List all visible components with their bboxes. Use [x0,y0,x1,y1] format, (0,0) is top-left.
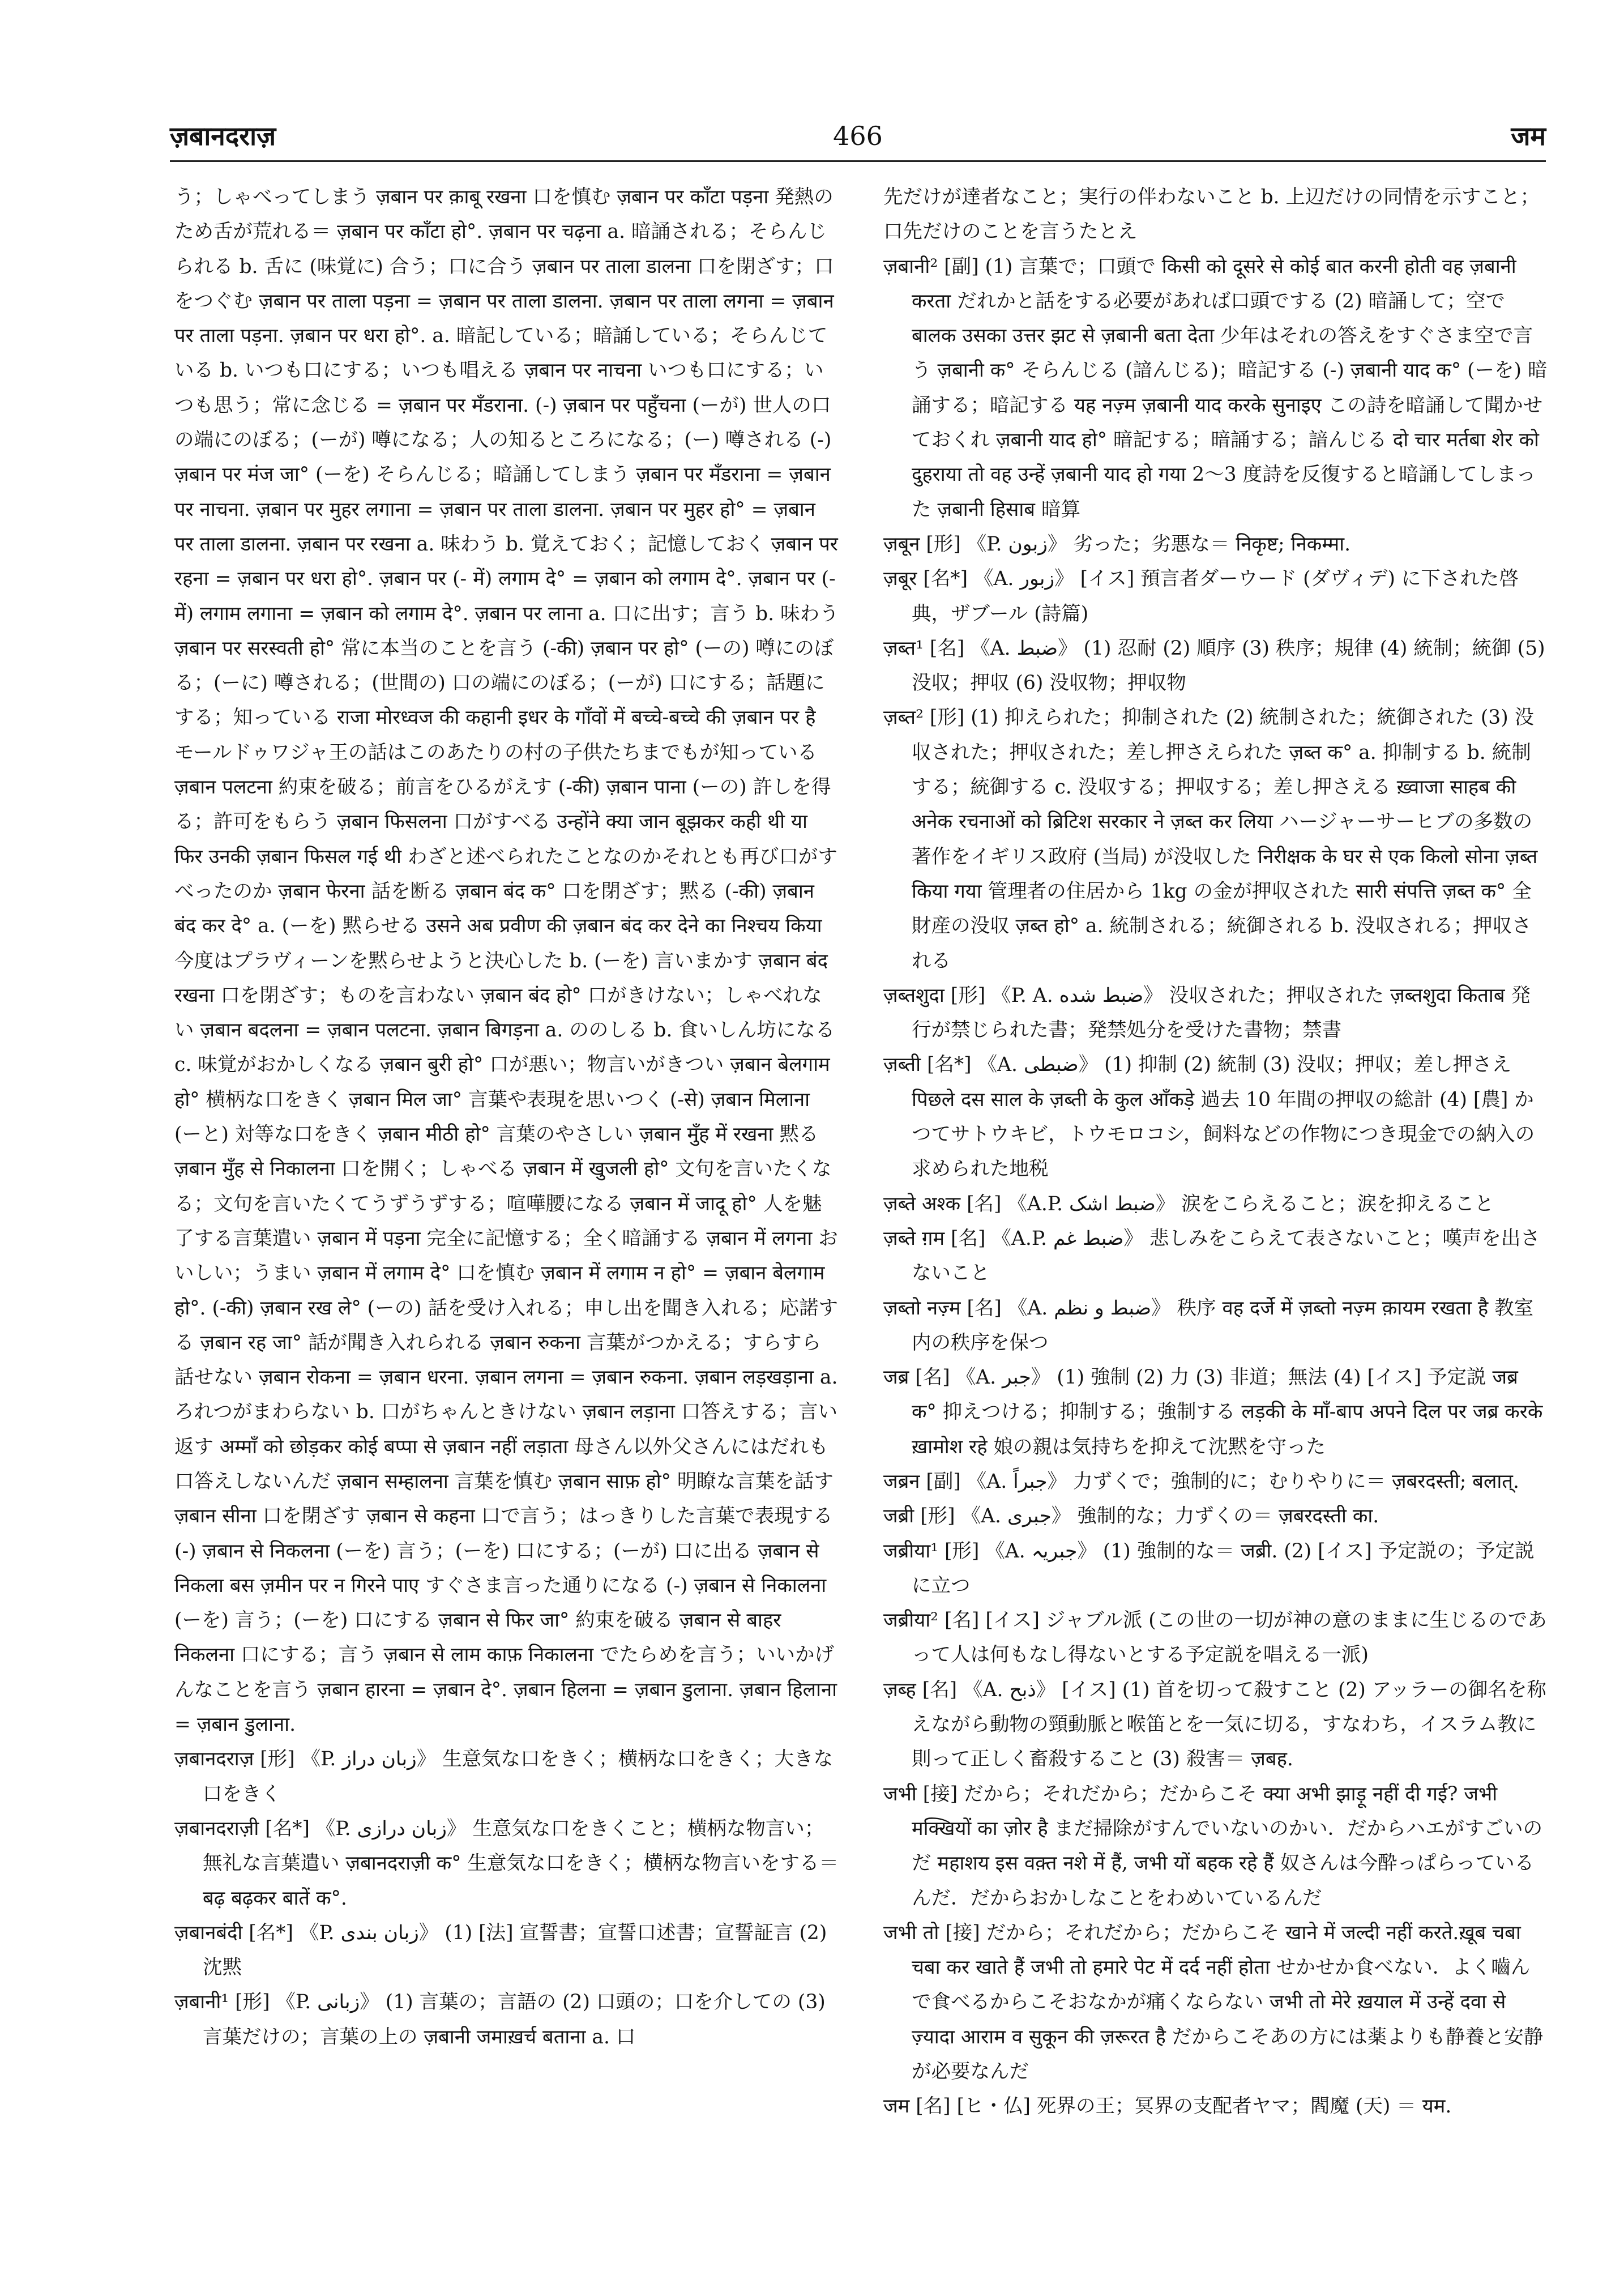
header-rule [170,160,1546,162]
dictionary-entry: ज़बानदराज़ [形] 《P. زبان دراز》 生意気な口をきく；横柄な口をきく；大きな口をきく [174,1748,834,1806]
dictionary-entry: ज़बूर [名*] 《A. زبور》 [イス] 預言者ダーウード (ダヴィデ) に下された啓典，ザブール (詩篇) [883,567,1519,625]
dictionary-entry: जब्र [名] 《A. جبر》 (1) 強制 (2) 力 (3) 非道；無法 (4) [イス] 予定説 जब्र क° 抑えつける；抑制する；強制する लड़की के माँ-बाप अपने दिल पर जब्र करके ख़ामोश रहे 娘の親は気持ちを抑えて沈黙を守った [883,1366,1543,1458]
dictionary-entry: जभी [接] だから；それだから；だからこそ क्या अभी झाड़ू नहीं दी गई? जभी मक्खियों का ज़ोर है まだ掃除がすんでいないのかい．だからハエがすごいのだ महाशय इस वक़्त नशे में हैं, जभी यों बहक रहे हैं 奴さんは今酔っぱらっているんだ．だからおかしなことをわめいているんだ [883,1782,1543,1910]
entry-continuation: う；しゃべってしまう ज़बान पर क़ाबू रखना 口を慎む ज़बान पर काँटा पड़ना 発熱のため舌が荒れる＝ ज़बान पर काँटा हो°. ज़बान पर चढ़ना a. 暗誦される；そらんじられる b. 舌に (味覚に) 合う；口に合う ज़बान पर ताला डालना 口を閉ざす；口をつぐむ ज़बान पर ताला पड़ना = ज़बान पर ताला डालना. ज़बान पर ताला लगना = ज़बान पर ताला पड़ना. ज़बान पर धरा हो°. a. 暗記している；暗誦している；そらんじている b. いつも口にする；いつも唱える ज़बान पर नाचना いつも口にする；いつも思う；常に念じる = ज़बान पर मँडराना. (-) ज़बान पर पहुँचना (ーが) 世人の口の端にのぼる；(ーが) 噂になる；人の知るところになる；(ー) 噂される (-) ज़बान पर मंज जा° (ーを) そらんじる；暗誦してしまう ज़बान पर मँडराना = ज़बान पर नाचना. ज़बान पर मुहर लगाना = ज़बान पर ताला डालना. ज़बान पर मुहर हो° = ज़बान पर ताला डालना. ज़बान पर रखना a. 味わう b. 覚えておく；記憶しておく ज़बान पर रहना = ज़बान पर धरा हो°. ज़बान पर (- में) लगाम दे° = ज़बान को लगाम दे°. ज़बान पर (- में) लगाम लगाना = ज़बान को लगाम दे°. ज़बान पर लाना a. 口に出す；言う b. 味わう ज़बान पर सरस्वती हो° 常に本当のことを言う (-की) ज़बान पर हो° (ーの) 噂にのぼる；(ーに) 噂される；(世間の) 口の端にのぼる；(ーが) 口にする；話題にする；知っている राजा मोरध्वज की कहानी इधर के गाँवों में बच्चे-बच्चे की ज़बान पर है モールドゥワジャ王の話はこのあたりの村の子供たちまでもが知っている ज़बान पलटना 約束を破る；前言をひるがえす (-की) ज़बान पाना (ーの) 許しを得る；許可をもらう ज़बान फिसलना 口がすべる उन्होंने क्या जान बूझकर कही थी या फिर उनकी ज़बान फिसल गई थी わざと述べられたことなのかそれとも再び口がすべったのか ज़बान फेरना 話を断る ज़बान बंद क° 口を閉ざす；黙る (-की) ज़बान बंद कर दे° a. (ーを) 黙らせる उसने अब प्रवीण की ज़बान बंद कर देने का निश्चय किया 今度はプラヴィーンを黙らせようと決心した b. (ーを) 言いまかす ज़बान बंद रखना 口を閉ざす；ものを言わない ज़बान बंद हो° 口がきけない；しゃべれない ज़बान बदलना = ज़बान पलटना. ज़बान बिगड़ना a. ののしる b. 食いしん坊になる c. 味覚がおかしくなる ज़बान बुरी हो° 口が悪い；物言いがきつい ज़बान बेलगाम हो° 横柄な口をきく ज़बान मिल जा° 言葉や表現を思いつく (-से) ज़बान मिलाना (ーと) 対等な口をきく ज़बान मीठी हो° 言葉のやさしい ज़बान मुँह में रखना 黙る ज़बान मुँह से निकालना 口を開く；しゃべる ज़बान में खुजली हो° 文句を言いたくなる；文句を言いたくてうずうずする；喧嘩腰になる ज़बान में जादू हो° 人を魅了する言葉遣い ज़बान में पड़ना 完全に記憶する；全く暗誦する ज़बान में लगना おいしい；うまい ज़बान में लगाम दे° 口を慎む ज़बान में लगाम न हो° = ज़बान बेलगाम हो°. (-की) ज़बान रख ले° (ーの) 話を受け入れる；申し出を聞き入れる；応諾する ज़बान रह जा° 話が聞き入れられる ज़बान रुकना 言葉がつかえる；すらすら話せない ज़बान रोकना = ज़बान धरना. ज़बान लगना = ज़बान रुकना. ज़बान लड़खड़ाना a. ろれつがまわらない b. 口がちゃんときけない ज़बान लड़ाना 口答えする；言い返す अम्माँ को छोड़कर कोई बप्पा से ज़बान नहीं लड़ाता 母さん以外父さんにはだれも口答えしないんだ ज़बान सम्हालना 言葉を慎む ज़बान साफ़ हो° 明瞭な言葉を話す ज़बान सीना 口を閉ざす ज़बान से कहना 口で言う；はっきりした言葉で表現する (-) ज़बान से निकलना (ーを) 言う；(ーを) 口にする；(ーが) 口に出る ज़बान से निकला बस ज़मीन पर न गिरने पाए すぐさま言った通りになる (-) ज़बान से निकालना (ーを) 言う；(ーを) 口にする ज़बान से फिर जा° 約束を破る ज़बान से बाहर निकलना 口にする；言う ज़बान से लाम काफ़ निकालना でたらめを言う；いいかげんなことを言う ज़बान हारना = ज़बान दे°. ज़बान हिलना = ज़बान डुलाना. ज़बान हिलाना = ज़बान डुलाना. [174,186,839,1736]
page-header [170,116,1546,156]
dictionary-entry: ज़बानी¹ [形] 《P. زبانی》 (1) 言葉の；言語の (2) 口頭の；口を介しての (3) 言葉だけの；言葉の上の ज़बानी जमाख़र्च बताना a. 口 [174,1991,826,2048]
page-number: 466 [833,121,883,151]
dictionary-entry: ज़बून [形] 《P. زبون》 劣った；劣悪な＝ निकृष्ट; निकम्मा. [883,532,1351,556]
dictionary-entry: ज़ब्तशुदा [形] 《P. A. ضبط شده》 没収された；押収された ज़ब्तशुदा किताब 発行が禁じられた書；発禁処分を受けた書物；禁書 [883,984,1531,1042]
header-last-headword: जम [1511,121,1546,151]
dictionary-entry: ज़ब्तो नज़्म [名] 《A. ضبط و نظم》 秩序 वह दर्जे में ज़ब्तो नज़्म क़ायम रखता है 教室内の秩序を保つ [883,1296,1534,1354]
dictionary-entry: ज़ब्ते ग़म [名] 《A.P. ضبط غم》 悲しみをこらえて表さないこと；嘆声を出さないこと [883,1227,1540,1285]
dictionary-entry: ज़ब्त² [形] (1) 抑えられた；抑制された (2) 統制された；統御された (3) 没収された；押収された；差し押さえられた ज़ब्त क° a. 抑制する b. 統制する；統御する c. 没収する；押収する；差し押さえる ख़्वाजा साहब की अनेक रचनाओं को ब्रिटिश सरकार ने ज़ब्त कर लिया ハージャーサーヒブの多数の著作をイギリス政府 (当局) が没収した निरीक्षक के घर से एक किलो सोना ज़ब्त किया गया 管理者の住居から 1kg の金が押収された सारी संपत्ति ज़ब्त क° 全財産の没収 ज़ब्त हो° a. 統制される；統御される b. 没収される；押収される [883,706,1538,972]
right-column [883,180,1549,2151]
dictionary-entry: ज़बानी² [副] (1) 言葉で；口頭で किसी को दूसरे से कोई बात करनी होती वह ज़बानी करता だれかと話をする必要があれば口頭でする (2) 暗誦して；空で बालक उसका उत्तर झट से ज़बानी बता देता 少年はそれの答えをすぐさま空で言う ज़बानी क° そらんじる (諳んじる)；暗記する (-) ज़बानी याद क° (ーを) 暗誦する；暗記する यह नज़्म ज़बानी याद करके सुनाइए この詩を暗誦して聞かせておくれ ज़बानी याद हो° 暗記する；暗誦する；諳んじる दो चार मर्तबा शेर को दुहराया तो वह उन्हें ज़बानी याद हो गया 2〜3 度詩を反復すると暗誦してしまった ज़बानी हिसाब 暗算 [883,255,1548,521]
dictionary-entry: जब्री [形] 《A. جبری》 強制的な；力ずくの＝ ज़बरदस्ती का. [883,1505,1379,1528]
dictionary-entry: जब्रीया² [名] [イス] ジャブル派 (この世の一切が神の意のままに生じるのであって人は何もなし得ないとする予定説を唱える一派) [883,1609,1547,1667]
dictionary-entry: ज़बानदराज़ी [名*] 《P. زبان درازی》 生意気な口をきくこと；横柄な物言い；無礼な言葉遣い ज़बानदराज़ी क° 生意気な口をきく；横柄な物言いをする＝ बढ़ बढ़कर बातें क°. [174,1817,839,1910]
dictionary-entry: जब्रीया¹ [形] 《A. جبریہ》 (1) 強制的な＝ जब्री. (2) [イス] 予定説の；予定説に立つ [883,1539,1535,1597]
dictionary-entry: जब्रन [副] 《A. جبراً》 力ずくで；強制的に；むりやりに＝ ज़बरदस्ती; बलात्. [883,1470,1519,1493]
header-first-headword: ज़बानदराज़ [170,121,276,151]
left-column [174,180,840,2151]
dictionary-entry: ज़बानबंदी [名*] 《P. زبان بندی》 (1) [法] 宣誓書；宣誓口述書；宣誓証言 (2) 沈黙 [174,1921,827,1979]
dictionary-entry: ज़ब्त¹ [名] 《A. ضبط》 (1) 忍耐 (2) 順序 (3) 秩序；規律 (4) 統制；統御 (5) 没収；押収 (6) 没収物；押収物 [883,637,1545,695]
dictionary-entry: जभी तो [接] だから；それだから；だからこそ खाने में जल्दी नहीं करते.ख़ूब चबा चबा कर खाते हैं जभी तो हमारे पेट में दर्द नहीं होता せかせか食べない．よく嚙んで食べるからこそおなかが痛くならない जभी तो मेरे ख़याल में उन्हें दवा से ज़्यादा आराम व सुकून की ज़रूरत है だからこそあの方には薬よりも静養と安静が必要なんだ [883,1921,1544,2084]
dictionary-entry: जम [名] [ヒ・仏] 死界の王；冥界の支配者ヤマ；閻魔 (天) ＝ यम. [883,2095,1452,2118]
dictionary-entry: ज़ब्ती [名*] 《A. ضبطی》 (1) 抑制 (2) 統制 (3) 没収；押収；差し押さえ पिछले दस साल के ज़ब्ती के कुल आँकड़े 過去 10 年間の押収の総計 (4) [農] かつてサトウキビ，トウモロコシ，飼料などの作物につき現金での納入の求められた地税 [883,1053,1535,1181]
dictionary-entry: ज़ब्ह [名] 《A. ذبح》 [イス] (1) 首を切って殺すこと (2) アッラーの御名を称えながら動物の頸動脈と喉笛とを一気に切る，すなわち，イスラム教に則って正しく畜殺すること (3) 殺害＝ ज़बह. [883,1678,1546,1771]
dictionary-entry: ज़ब्ते अश्क [名] 《A.P. ضبط اشک》 涙をこらえること；涙を抑えること [883,1192,1494,1215]
entry-continuation: 先だけが達者なこと；実行の伴わないこと b. 上辺だけの同情を示すこと；口先だけのことを言うたとえ [883,186,1540,244]
